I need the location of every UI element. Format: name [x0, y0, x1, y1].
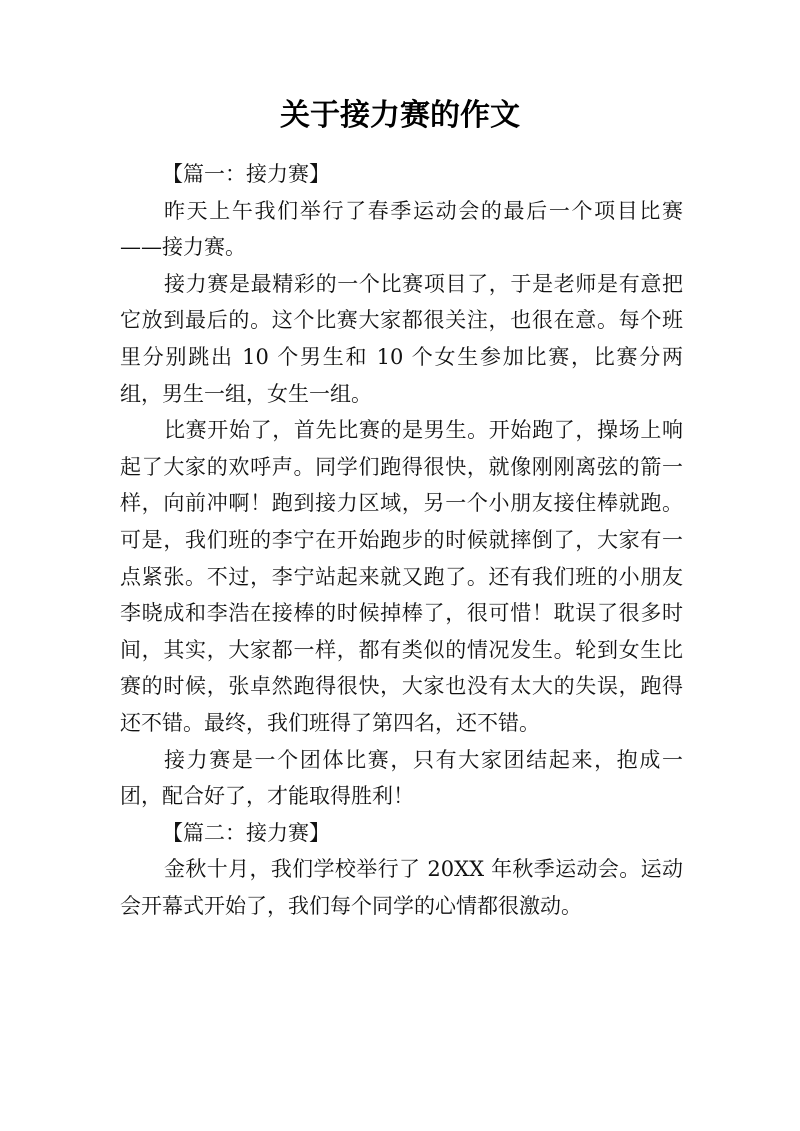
paragraph: 比赛开始了，首先比赛的是男生。开始跑了，操场上响起了大家的欢呼声。同学们跑得很快，就像刚刚离弦的箭一样，向前冲啊！跑到接力区域，另一个小朋友接住棒就跑。可是，我们班的李宁在开始跑步的时候就摔倒了，大家有一点紧张。不过，李宁站起来就又跑了。还有我们班的小朋友李晓成和李浩在接棒的时候掉棒了，很可惜！耽误了很多时间，其实，大家都一样，都有类似的情况发生。轮到女生比赛的时候，张卓然跑得很快，大家也没有太大的失误，跑得还不错。最终，我们班得了第四名，还不错。 [120, 418, 683, 735]
paragraph: 接力赛是一个团体比赛，只有大家团结起来，抱成一团，配合好了，才能取得胜利！ [120, 747, 683, 809]
section-heading-2: 【篇二：接力赛】 [162, 820, 330, 845]
paragraph: 接力赛是最精彩的一个比赛项目了，于是老师是有意把它放到最后的。这个比赛大家都很关注，也很在意。每个班里分别跳出 10 个男生和 10 个女生参加比赛，比赛分两组，男生一组，女生一组。 [120, 271, 683, 406]
paragraph: 金秋十月，我们学校举行了 20XX 年秋季运动会。运动会开幕式开始了，我们每个同学的心情都很激动。 [120, 857, 683, 918]
section-heading-1: 【篇一：接力赛】 [162, 162, 330, 186]
page-title: 关于接力赛的作文 [280, 98, 520, 133]
document-body [120, 156, 683, 924]
paragraph: 昨天上午我们举行了春季运动会的最后一个项目比赛——接力赛。 [120, 198, 683, 260]
